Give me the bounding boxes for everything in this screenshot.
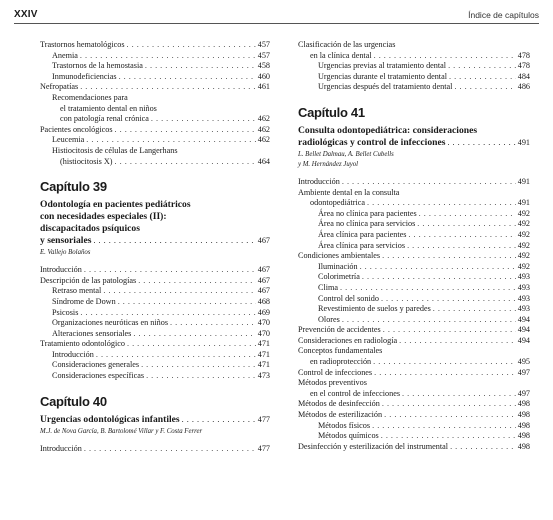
leader-dots (419, 209, 516, 220)
toc-entry-text: en radioprotección (310, 357, 372, 367)
chapter-heading: Capítulo 39 (40, 179, 107, 195)
toc-entry-page: 492 (517, 208, 530, 218)
toc-entry-text: Métodos de esterilización (298, 410, 383, 420)
toc-entry-page: 498 (517, 410, 530, 420)
toc-entry-text: con patología renal crónica (60, 114, 149, 124)
leader-dots (374, 51, 516, 62)
chapter-authors: L. Bellet Dalmau, A. Bellet Cubells (298, 150, 394, 158)
toc-entry[interactable] (40, 82, 270, 93)
toc-entry-text: Introducción (52, 349, 94, 359)
chapter-title-line: con necesidades especiales (II): (40, 211, 167, 223)
chapter-title-text: y sensoriales (40, 235, 92, 247)
leader-dots (84, 265, 256, 276)
leader-dots (127, 40, 256, 51)
leader-dots (382, 251, 516, 262)
chapter-title-text: radiológicas y control de infecciones (298, 136, 446, 148)
toc-entry[interactable] (40, 114, 270, 125)
toc-entry-page: 494 (517, 314, 530, 324)
leader-dots (115, 125, 256, 136)
toc-line: Ambiente dental en la consulta (298, 187, 400, 197)
leader-dots (115, 157, 256, 168)
leader-dots (382, 399, 516, 410)
chapter-title-line: Odontología en pacientes pediátricos (40, 199, 191, 211)
toc-entry-text: Métodos químicos (318, 431, 379, 441)
leader-dots (146, 371, 256, 382)
toc-entry-text: Alteraciones sensoriales (52, 328, 132, 338)
toc-entry-text: Anemia (52, 50, 78, 60)
toc-entry-text: Área clínica para pacientes (318, 229, 407, 239)
toc-entry-text: Leucemia (52, 135, 85, 145)
toc-entry[interactable] (40, 265, 270, 276)
toc-entry[interactable] (40, 61, 270, 72)
toc-entry-page: 495 (517, 357, 530, 367)
toc-entry[interactable] (298, 357, 530, 368)
leader-dots (170, 318, 256, 329)
leader-dots (374, 368, 516, 379)
leader-dots (448, 61, 516, 72)
toc-entry-page: 491 (517, 198, 530, 208)
leader-dots (151, 114, 256, 125)
toc-entry-text: Consideraciones en radiología (298, 335, 398, 345)
toc-entry-page: 494 (517, 335, 530, 345)
toc-entry-text: Colorimetría (318, 272, 360, 282)
toc-entry[interactable] (298, 82, 530, 93)
toc-entry-text: Clima (318, 282, 339, 292)
toc-entry-page: 478 (517, 61, 530, 71)
leader-dots (86, 135, 255, 146)
toc-entry-page: 469 (257, 307, 270, 317)
toc-entry[interactable] (298, 410, 530, 421)
toc-entry-page: 477 (257, 443, 270, 453)
toc-entry[interactable] (298, 51, 530, 62)
toc-entry-text: Urgencias después del tratamiento dental (318, 82, 453, 92)
leader-dots (372, 421, 516, 432)
leader-dots (447, 137, 515, 149)
page-number: XXIV (14, 9, 38, 20)
leader-dots (449, 72, 516, 83)
toc-entry[interactable] (298, 241, 530, 252)
toc-entry[interactable] (298, 399, 530, 410)
toc-entry[interactable] (298, 198, 530, 209)
toc-entry-page: 478 (517, 50, 530, 60)
leader-dots (133, 329, 255, 340)
page-header (14, 2, 539, 24)
toc-entry-text: Trastornos de la hemostasia (52, 61, 143, 71)
toc-entry-page: 464 (257, 156, 270, 166)
toc-entry-page: 491 (517, 176, 530, 186)
toc-entry-page: 462 (257, 124, 270, 134)
toc-entry[interactable] (298, 304, 530, 315)
leader-dots (381, 294, 516, 305)
toc-entry-page: 471 (257, 349, 270, 359)
toc-entry-page: 497 (517, 367, 530, 377)
toc-entry-text: Organizaciones neuróticas en niños (52, 318, 169, 328)
toc-list (40, 265, 270, 382)
toc-entry-text: Inmunodeficiencias (52, 71, 117, 81)
toc-entry-page: 467 (257, 286, 270, 296)
toc-entry-page: 461 (257, 82, 270, 92)
leader-dots (96, 350, 256, 361)
toc-entry-text: Métodos de desinfección (298, 399, 380, 409)
toc-entry[interactable] (298, 283, 530, 294)
toc-entry-text: en el control de infecciones (310, 388, 401, 398)
toc-entry-text: Condiciones ambientales (298, 251, 381, 261)
toc-entry-text: Olores (318, 314, 340, 324)
toc-entry-text: Introducción (40, 265, 82, 275)
toc-entry[interactable] (298, 325, 530, 336)
chapter-page: 491 (517, 137, 530, 147)
leader-dots (118, 297, 256, 308)
toc-entry[interactable] (40, 318, 270, 329)
leader-dots (360, 262, 516, 273)
leader-dots (362, 272, 516, 283)
toc-entry-page: 493 (517, 304, 530, 314)
leader-dots (381, 431, 516, 442)
toc-entry-text: Retraso mental (52, 286, 102, 296)
toc-entry-text: Síndrome de Down (52, 296, 116, 306)
toc-entry-page: 467 (257, 265, 270, 275)
toc-entry[interactable] (298, 294, 530, 305)
toc-entry[interactable] (40, 308, 270, 319)
toc-entry-text: Control del sonido (318, 293, 379, 303)
toc-entry[interactable] (40, 276, 270, 287)
toc-entry[interactable] (40, 360, 270, 371)
leader-dots (119, 72, 256, 83)
toc-entry-page: 458 (257, 61, 270, 71)
toc-entry[interactable] (298, 368, 530, 379)
toc-entry-page: 467 (257, 275, 270, 285)
leader-dots (399, 336, 516, 347)
toc-entry-text: Trastornos hematológicos (40, 40, 125, 49)
toc-list (40, 40, 270, 93)
toc-entry[interactable] (298, 209, 530, 220)
toc-entry-page: 462 (257, 114, 270, 124)
toc-entry-page: 494 (517, 325, 530, 335)
toc-entry[interactable] (40, 40, 270, 51)
chapter-authors: E. Vallejo Bolaños (40, 249, 91, 257)
toc-entry-text: Consideraciones específicas (52, 371, 145, 381)
chapter-heading: Capítulo 41 (298, 104, 365, 120)
toc-entry[interactable] (40, 157, 270, 168)
leader-dots (141, 360, 256, 371)
chapter-page: 467 (257, 236, 270, 246)
toc-line: Métodos preventivos (298, 378, 367, 388)
leader-dots (454, 82, 515, 93)
leader-dots (450, 442, 516, 453)
toc-entry-page: 457 (257, 40, 270, 49)
toc-entry[interactable] (40, 286, 270, 297)
toc-entry-page: 470 (257, 328, 270, 338)
toc-entry-page: 493 (517, 282, 530, 292)
toc-entry[interactable] (298, 431, 530, 442)
toc-entry[interactable] (298, 389, 530, 400)
toc-line: Conceptos fundamentales (298, 346, 383, 356)
toc-entry[interactable] (40, 135, 270, 146)
toc-entry[interactable] (298, 61, 530, 72)
toc-entry-page: 497 (517, 388, 530, 398)
toc-entry[interactable] (298, 230, 530, 241)
chapter-title-entry[interactable] (40, 235, 270, 247)
toc-entry[interactable] (40, 51, 270, 62)
toc-entry[interactable] (298, 421, 530, 432)
right-column (298, 40, 530, 452)
chapter-title-line: discapacitados psíquicos (40, 223, 140, 235)
toc-entry[interactable] (40, 371, 270, 382)
toc-entry[interactable] (40, 350, 270, 361)
chapter-title-entry[interactable] (40, 414, 270, 426)
leader-dots (80, 82, 256, 93)
toc-entry[interactable] (40, 444, 270, 455)
left-column (40, 40, 270, 454)
toc-entry[interactable] (40, 297, 270, 308)
toc-entry[interactable] (298, 442, 530, 453)
leader-dots (80, 308, 255, 319)
leader-dots (145, 61, 256, 72)
toc-list (40, 444, 270, 455)
toc-list (298, 51, 530, 93)
leader-dots (342, 177, 516, 188)
chapter-page: 477 (257, 414, 270, 424)
toc-entry-page: 498 (517, 431, 530, 441)
toc-entry-text: Iluminación (318, 261, 358, 271)
toc-entry-page: 493 (517, 293, 530, 303)
toc-entry-page: 457 (257, 50, 270, 60)
toc-line: Histiocitosis de células de Langerhans (52, 145, 178, 155)
toc-entry-text: Área no clínica para servicios (318, 219, 416, 229)
toc-line: el tratamiento dental en niños (60, 103, 157, 113)
chapter-authors: y M. Hernández Juyol (298, 160, 359, 168)
toc-entry[interactable] (298, 72, 530, 83)
leader-dots (103, 286, 255, 297)
leader-dots (407, 241, 516, 252)
toc-entry-page: 468 (257, 296, 270, 306)
leader-dots (417, 219, 515, 230)
toc-list (298, 177, 530, 188)
toc-entry-text: Urgencias previas al tratamiento dental (318, 61, 447, 71)
toc-entry-text: odontopediátrica (310, 198, 366, 208)
toc-entry-page: 498 (517, 441, 530, 451)
toc-entry-text: Pacientes oncológicos (40, 124, 113, 134)
chapter-title-text: Urgencias odontológicas infantiles (40, 413, 180, 425)
chapter-title-line: Consulta odontopediátrica: consideraciones (298, 124, 478, 136)
toc-entry-text: Revestimiento de suelos y paredes (318, 304, 431, 314)
toc-entry-text: Nefropatías (40, 82, 79, 92)
toc-entry[interactable] (298, 315, 530, 326)
leader-dots (93, 235, 255, 247)
leader-dots (367, 198, 516, 209)
toc-list (40, 125, 270, 146)
toc-entry[interactable] (298, 219, 530, 230)
toc-entry-page: 493 (517, 272, 530, 282)
leader-dots (138, 276, 256, 287)
leader-dots (408, 230, 515, 241)
toc-entry-page: 470 (257, 318, 270, 328)
toc-entry-page: 498 (517, 420, 530, 430)
toc-entry[interactable] (40, 72, 270, 83)
toc-entry-text: Prevención de accidentes (298, 325, 381, 335)
toc-entry[interactable] (298, 336, 530, 347)
toc-entry-text: Área no clínica para pacientes (318, 208, 417, 218)
leader-dots (80, 51, 256, 62)
toc-line: Recomendaciones para (52, 92, 128, 102)
toc-entry-text: Control de infecciones (298, 367, 373, 377)
toc-entry-page: 492 (517, 240, 530, 250)
toc-entry-page: 492 (517, 251, 530, 261)
toc-list (298, 198, 530, 346)
toc-list (298, 357, 530, 378)
toc-entry-page: 486 (517, 82, 530, 92)
leader-dots (433, 304, 516, 315)
toc-entry-page: 492 (517, 229, 530, 239)
toc-entry[interactable] (40, 339, 270, 350)
leader-dots (373, 357, 516, 368)
toc-entry-text: Introducción (40, 443, 82, 453)
leader-dots (84, 444, 256, 455)
toc-entry-page: 471 (257, 339, 270, 349)
toc-entry-page: 484 (517, 71, 530, 81)
toc-entry-text: Consideraciones generales (52, 360, 140, 370)
leader-dots (402, 389, 516, 400)
toc-entry-page: 460 (257, 71, 270, 81)
toc-list (298, 389, 530, 453)
toc-entry[interactable] (298, 251, 530, 262)
toc-entry-text: Tratamiento odontológico (40, 339, 125, 349)
toc-entry[interactable] (298, 262, 530, 273)
toc-entry-page: 492 (517, 261, 530, 271)
leader-dots (384, 410, 516, 421)
chapter-authors: M.J. de Nova García, B. Bartolomé Villar y F. Costa Ferrer (40, 427, 203, 435)
running-title: Índice de capítulos (468, 10, 539, 20)
leader-dots (383, 325, 516, 336)
toc-entry-text: Métodos físicos (318, 420, 371, 430)
toc-entry-text: (histiocitosis X) (60, 156, 113, 166)
leader-dots (182, 414, 256, 426)
toc-entry-text: en la clínica dental (310, 50, 372, 60)
toc-entry-text: Introducción (298, 176, 340, 186)
toc-entry-text: Área clínica para servicios (318, 240, 406, 250)
toc-entry-page: 471 (257, 360, 270, 370)
toc-entry-page: 492 (517, 219, 530, 229)
toc-entry-text: Urgencias durante el tratamiento dental (318, 71, 447, 81)
toc-entry[interactable] (298, 272, 530, 283)
leader-dots (340, 283, 516, 294)
toc-entry-page: 498 (517, 399, 530, 409)
toc-entry[interactable] (40, 329, 270, 340)
toc-line: Clasificación de las urgencias (298, 40, 396, 49)
toc-entry-text: Desinfección y esterilización del instrumental (298, 441, 449, 451)
toc-entry-text: Descripción de las patologías (40, 275, 137, 285)
leader-dots (342, 315, 516, 326)
chapter-title-entry[interactable] (298, 137, 530, 149)
toc-entry-page: 473 (257, 371, 270, 381)
leader-dots (127, 339, 256, 350)
toc-entry-text: Psicosis (52, 307, 79, 317)
toc-entry[interactable] (298, 177, 530, 188)
toc-entry[interactable] (40, 125, 270, 136)
chapter-heading: Capítulo 40 (40, 393, 107, 409)
toc-entry-page: 462 (257, 135, 270, 145)
